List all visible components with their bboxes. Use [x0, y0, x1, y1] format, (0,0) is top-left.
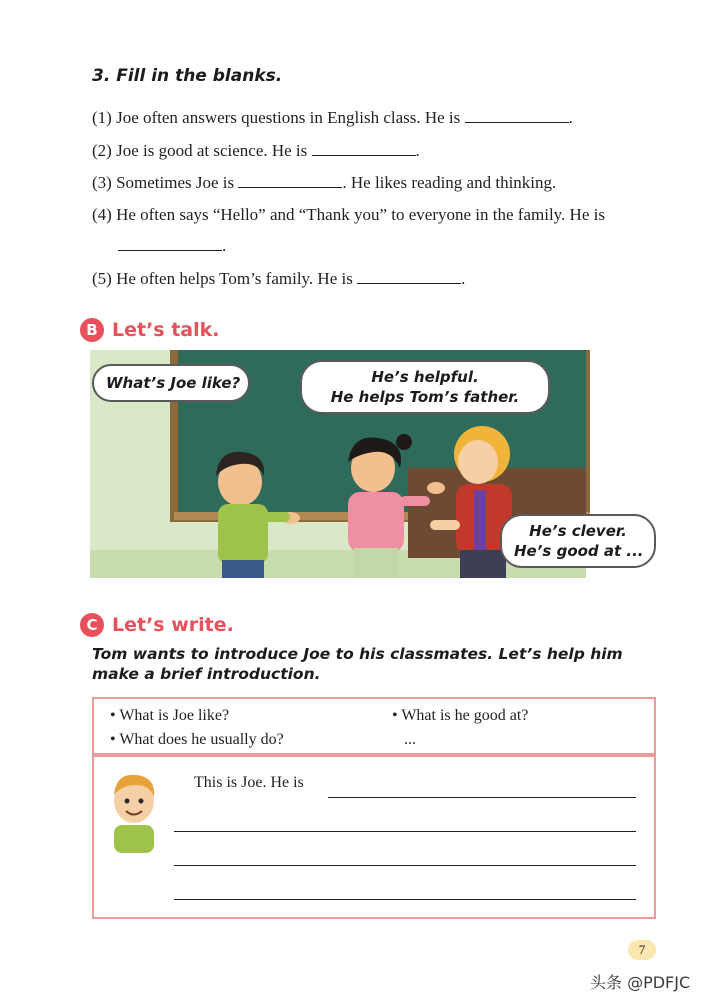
speech-bubble-helpful: [300, 360, 550, 414]
question-4: [92, 205, 605, 225]
speech-bubble-helpful-line2: He helps Tom’s father.: [330, 388, 520, 406]
write-instructions-line1: Tom wants to introduce Joe to his classmates. Let’s help him: [92, 645, 623, 663]
speech-bubble-clever: [500, 514, 656, 568]
writing-box: [92, 755, 656, 919]
blank-5[interactable]: [357, 269, 461, 284]
question-1-text: (1) Joe often answers questions in English class. He is: [92, 108, 465, 127]
speech-bubble-helpful-line1: He’s helpful.: [371, 368, 479, 386]
speech-bubble-clever-line1: He’s clever.: [529, 522, 627, 540]
question-5-text: (5) He often helps Tom’s family. He is: [92, 269, 358, 288]
blank-1[interactable]: [465, 108, 569, 123]
writing-line-1[interactable]: [328, 797, 636, 798]
blank-2[interactable]: [312, 141, 416, 156]
speech-bubble-question: [92, 364, 250, 402]
section-c-heading: Let’s write.: [112, 614, 234, 636]
section-b-title: [80, 318, 220, 342]
section-b-heading: Let’s talk.: [112, 319, 220, 341]
question-1-end: .: [568, 108, 573, 127]
speech-bubble-question-text: What’s Joe like?: [106, 374, 241, 392]
prompt-usually-do: • What does he usually do?: [110, 731, 284, 748]
section-c-badge: C: [80, 613, 104, 637]
question-4-text: (4) He often says “Hello” and “Thank you” to everyone in the family. He is: [92, 205, 605, 224]
question-2: [92, 141, 420, 161]
talk-illustration: [90, 350, 644, 578]
prompt-ellipsis: ...: [404, 731, 416, 748]
prompt-box: [92, 697, 656, 755]
question-2-text: (2) Joe is good at science. He is: [92, 141, 312, 160]
joe-portrait: [106, 771, 162, 853]
writing-line-4[interactable]: [174, 899, 636, 900]
start-sentence: This is Joe. He is: [194, 774, 304, 791]
question-3-end: . He likes reading and thinking.: [342, 173, 557, 192]
question-3: [92, 173, 556, 193]
write-instructions-line2: make a brief introduction.: [92, 665, 321, 683]
writing-line-3[interactable]: [174, 865, 636, 866]
section-c-title: [80, 613, 234, 637]
exercise-heading: 3. Fill in the blanks.: [92, 66, 283, 86]
question-5-end: .: [461, 269, 466, 288]
question-2-end: .: [415, 141, 420, 160]
speech-bubble-clever-line2: He’s good at ...: [514, 542, 644, 560]
blank-4[interactable]: [118, 236, 222, 251]
watermark: 头条 @PDFJC: [590, 973, 691, 992]
write-instructions: [92, 644, 652, 684]
question-5: [92, 269, 465, 289]
question-3-text: (3) Sometimes Joe is: [92, 173, 239, 192]
question-4-end: .: [222, 236, 227, 255]
page-number: 7: [628, 940, 656, 960]
prompt-good-at: • What is he good at?: [392, 707, 529, 724]
prompt-joe-like: • What is Joe like?: [110, 707, 230, 724]
writing-line-2[interactable]: [174, 831, 636, 832]
question-1: [92, 108, 573, 128]
question-4-cont: [118, 236, 226, 256]
blank-3[interactable]: [238, 173, 342, 188]
section-b-badge: B: [80, 318, 104, 342]
